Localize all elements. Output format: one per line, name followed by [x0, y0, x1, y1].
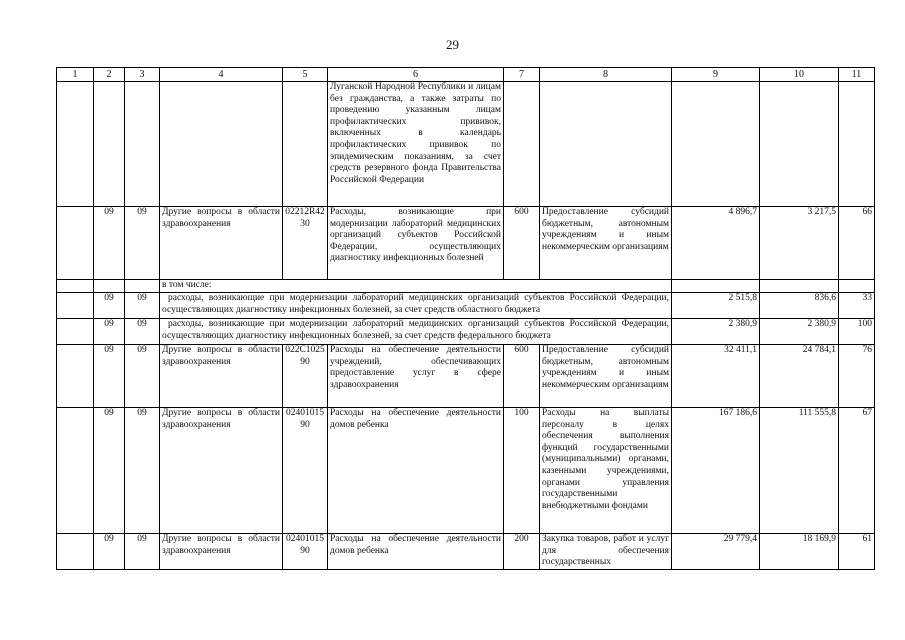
col-header-7: 7: [504, 68, 540, 82]
col-header-6: 6: [328, 68, 504, 82]
cell-target-code: 022С102590: [283, 345, 328, 408]
table-row: [57, 207, 875, 280]
cell-empty: [125, 280, 160, 293]
cell-expense-name: Предоставление субсидий бюджетным, автономным учреждениям и иным некоммерческим организациям: [540, 345, 672, 408]
cell-empty: [94, 280, 125, 293]
budget-table: [56, 67, 875, 570]
table-row: [57, 319, 875, 345]
table-header-row: [57, 68, 875, 82]
cell-c5: [283, 82, 328, 207]
cell-section-name: Другие вопросы в области здравоохранения: [160, 408, 283, 534]
cell-c8: [540, 82, 672, 207]
cell-description: Расходы на обеспечение деятельности домов ребенка: [328, 534, 504, 570]
table-row: [57, 293, 875, 319]
cell-target-code: 0240101590: [283, 534, 328, 570]
col-header-5: 5: [283, 68, 328, 82]
col-header-9: 9: [672, 68, 760, 82]
cell-percent: 61: [839, 534, 875, 570]
table-row: [57, 345, 875, 408]
cell-c3: [125, 82, 160, 207]
cell-c9: [672, 82, 760, 207]
cell-subsection: 09: [125, 345, 160, 408]
cell-percent: 100: [839, 319, 875, 345]
cell-empty: [57, 280, 94, 293]
cell-c1: [57, 207, 94, 280]
cell-c10: [760, 82, 839, 207]
cell-c1: [57, 345, 94, 408]
cell-subsection: 09: [125, 534, 160, 570]
cell-section-name: Другие вопросы в области здравоохранения: [160, 345, 283, 408]
cell-expense-name: Закупка товаров, работ и услуг для обеспечения государственных: [540, 534, 672, 570]
cell-percent: 33: [839, 293, 875, 319]
cell-actual: 2 380,9: [760, 319, 839, 345]
cell-actual: 836,6: [760, 293, 839, 319]
cell-expense-name: Расходы на выплаты персоналу в целях обеспечения выполнения функций государственными (муниципальными) органами, казенными учреждениями, органами управления государственными внебюджетными фондами: [540, 408, 672, 534]
cell-section-name: Другие вопросы в области здравоохранения: [160, 207, 283, 280]
col-header-10: 10: [760, 68, 839, 82]
cell-target-code: 02212R4230: [283, 207, 328, 280]
cell-c2: [94, 82, 125, 207]
cell-c7: [504, 82, 540, 207]
cell-plan: 2 515,8: [672, 293, 760, 319]
cell-c1: [57, 408, 94, 534]
cell-section-name: Другие вопросы в области здравоохранения: [160, 534, 283, 570]
col-header-8: 8: [540, 68, 672, 82]
cell-plan: 32 411,1: [672, 345, 760, 408]
col-header-1: 1: [57, 68, 94, 82]
cell-description: Расходы на обеспечение деятельности учреждений, обеспечивающих предоставление услуг в сфере здравоохранения: [328, 345, 504, 408]
cell-subsection: 09: [125, 293, 160, 319]
table-row: [57, 82, 875, 207]
cell-expense-type: 600: [504, 345, 540, 408]
including-label: в том числе:: [160, 280, 672, 293]
cell-subsection: 09: [125, 207, 160, 280]
cell-plan: 2 380,9: [672, 319, 760, 345]
cell-subitem-description: расходы, возникающие при модернизации лабораторий медицинских организаций субъектов Российской Федерации, осуществляющих диагностику инфекционных болезней, за счет средств областного бюджета: [160, 293, 672, 319]
cell-c11: [839, 82, 875, 207]
page-number: 29: [446, 37, 459, 52]
cell-c1: [57, 82, 94, 207]
cell-plan: 167 186,6: [672, 408, 760, 534]
cell-empty: [672, 280, 760, 293]
cell-c4: [160, 82, 283, 207]
table-row: [57, 534, 875, 570]
cell-section: 09: [94, 207, 125, 280]
cell-description: Луганской Народной Республики и лицам без гражданства, а также затраты по проведению указанным лицам профилактических прививок, включенных в календарь профилактических прививок по эпидемическим показаниям, за счет средств резервного фонда Правительства Российской Федерации: [328, 82, 504, 207]
cell-percent: 76: [839, 345, 875, 408]
cell-description: Расходы на обеспечение деятельности домов ребенка: [328, 408, 504, 534]
cell-actual: 3 217,5: [760, 207, 839, 280]
cell-expense-type: 200: [504, 534, 540, 570]
cell-c1: [57, 319, 94, 345]
col-header-3: 3: [125, 68, 160, 82]
cell-section: 09: [94, 319, 125, 345]
cell-expense-type: 100: [504, 408, 540, 534]
cell-subsection: 09: [125, 319, 160, 345]
cell-c1: [57, 534, 94, 570]
table-row: [57, 280, 875, 293]
cell-empty: [760, 280, 839, 293]
cell-expense-type: 600: [504, 207, 540, 280]
cell-section: 09: [94, 293, 125, 319]
cell-percent: 66: [839, 207, 875, 280]
cell-c1: [57, 293, 94, 319]
cell-actual: 24 784,1: [760, 345, 839, 408]
cell-plan: 4 896,7: [672, 207, 760, 280]
cell-plan: 29 779,4: [672, 534, 760, 570]
col-header-4: 4: [160, 68, 283, 82]
col-header-2: 2: [94, 68, 125, 82]
cell-empty: [839, 280, 875, 293]
cell-actual: 111 555,8: [760, 408, 839, 534]
cell-section: 09: [94, 408, 125, 534]
col-header-11: 11: [839, 68, 875, 82]
cell-subitem-description: расходы, возникающие при модернизации лабораторий медицинских организаций субъектов Российской Федерации, осуществляющих диагностику инфекционных болезней, за счет средств федерального бюджета: [160, 319, 672, 345]
cell-percent: 67: [839, 408, 875, 534]
cell-actual: 18 169,9: [760, 534, 839, 570]
cell-expense-name: Предоставление субсидий бюджетным, автономным учреждениям и иным некоммерческим организациям: [540, 207, 672, 280]
cell-description: Расходы, возникающие при модернизации лабораторий медицинских организаций субъектов Российской Федерации, осуществляющих диагностику инфекционных болезней: [328, 207, 504, 280]
cell-section: 09: [94, 534, 125, 570]
cell-section: 09: [94, 345, 125, 408]
cell-target-code: 0240101590: [283, 408, 328, 534]
table-row: [57, 408, 875, 534]
cell-subsection: 09: [125, 408, 160, 534]
